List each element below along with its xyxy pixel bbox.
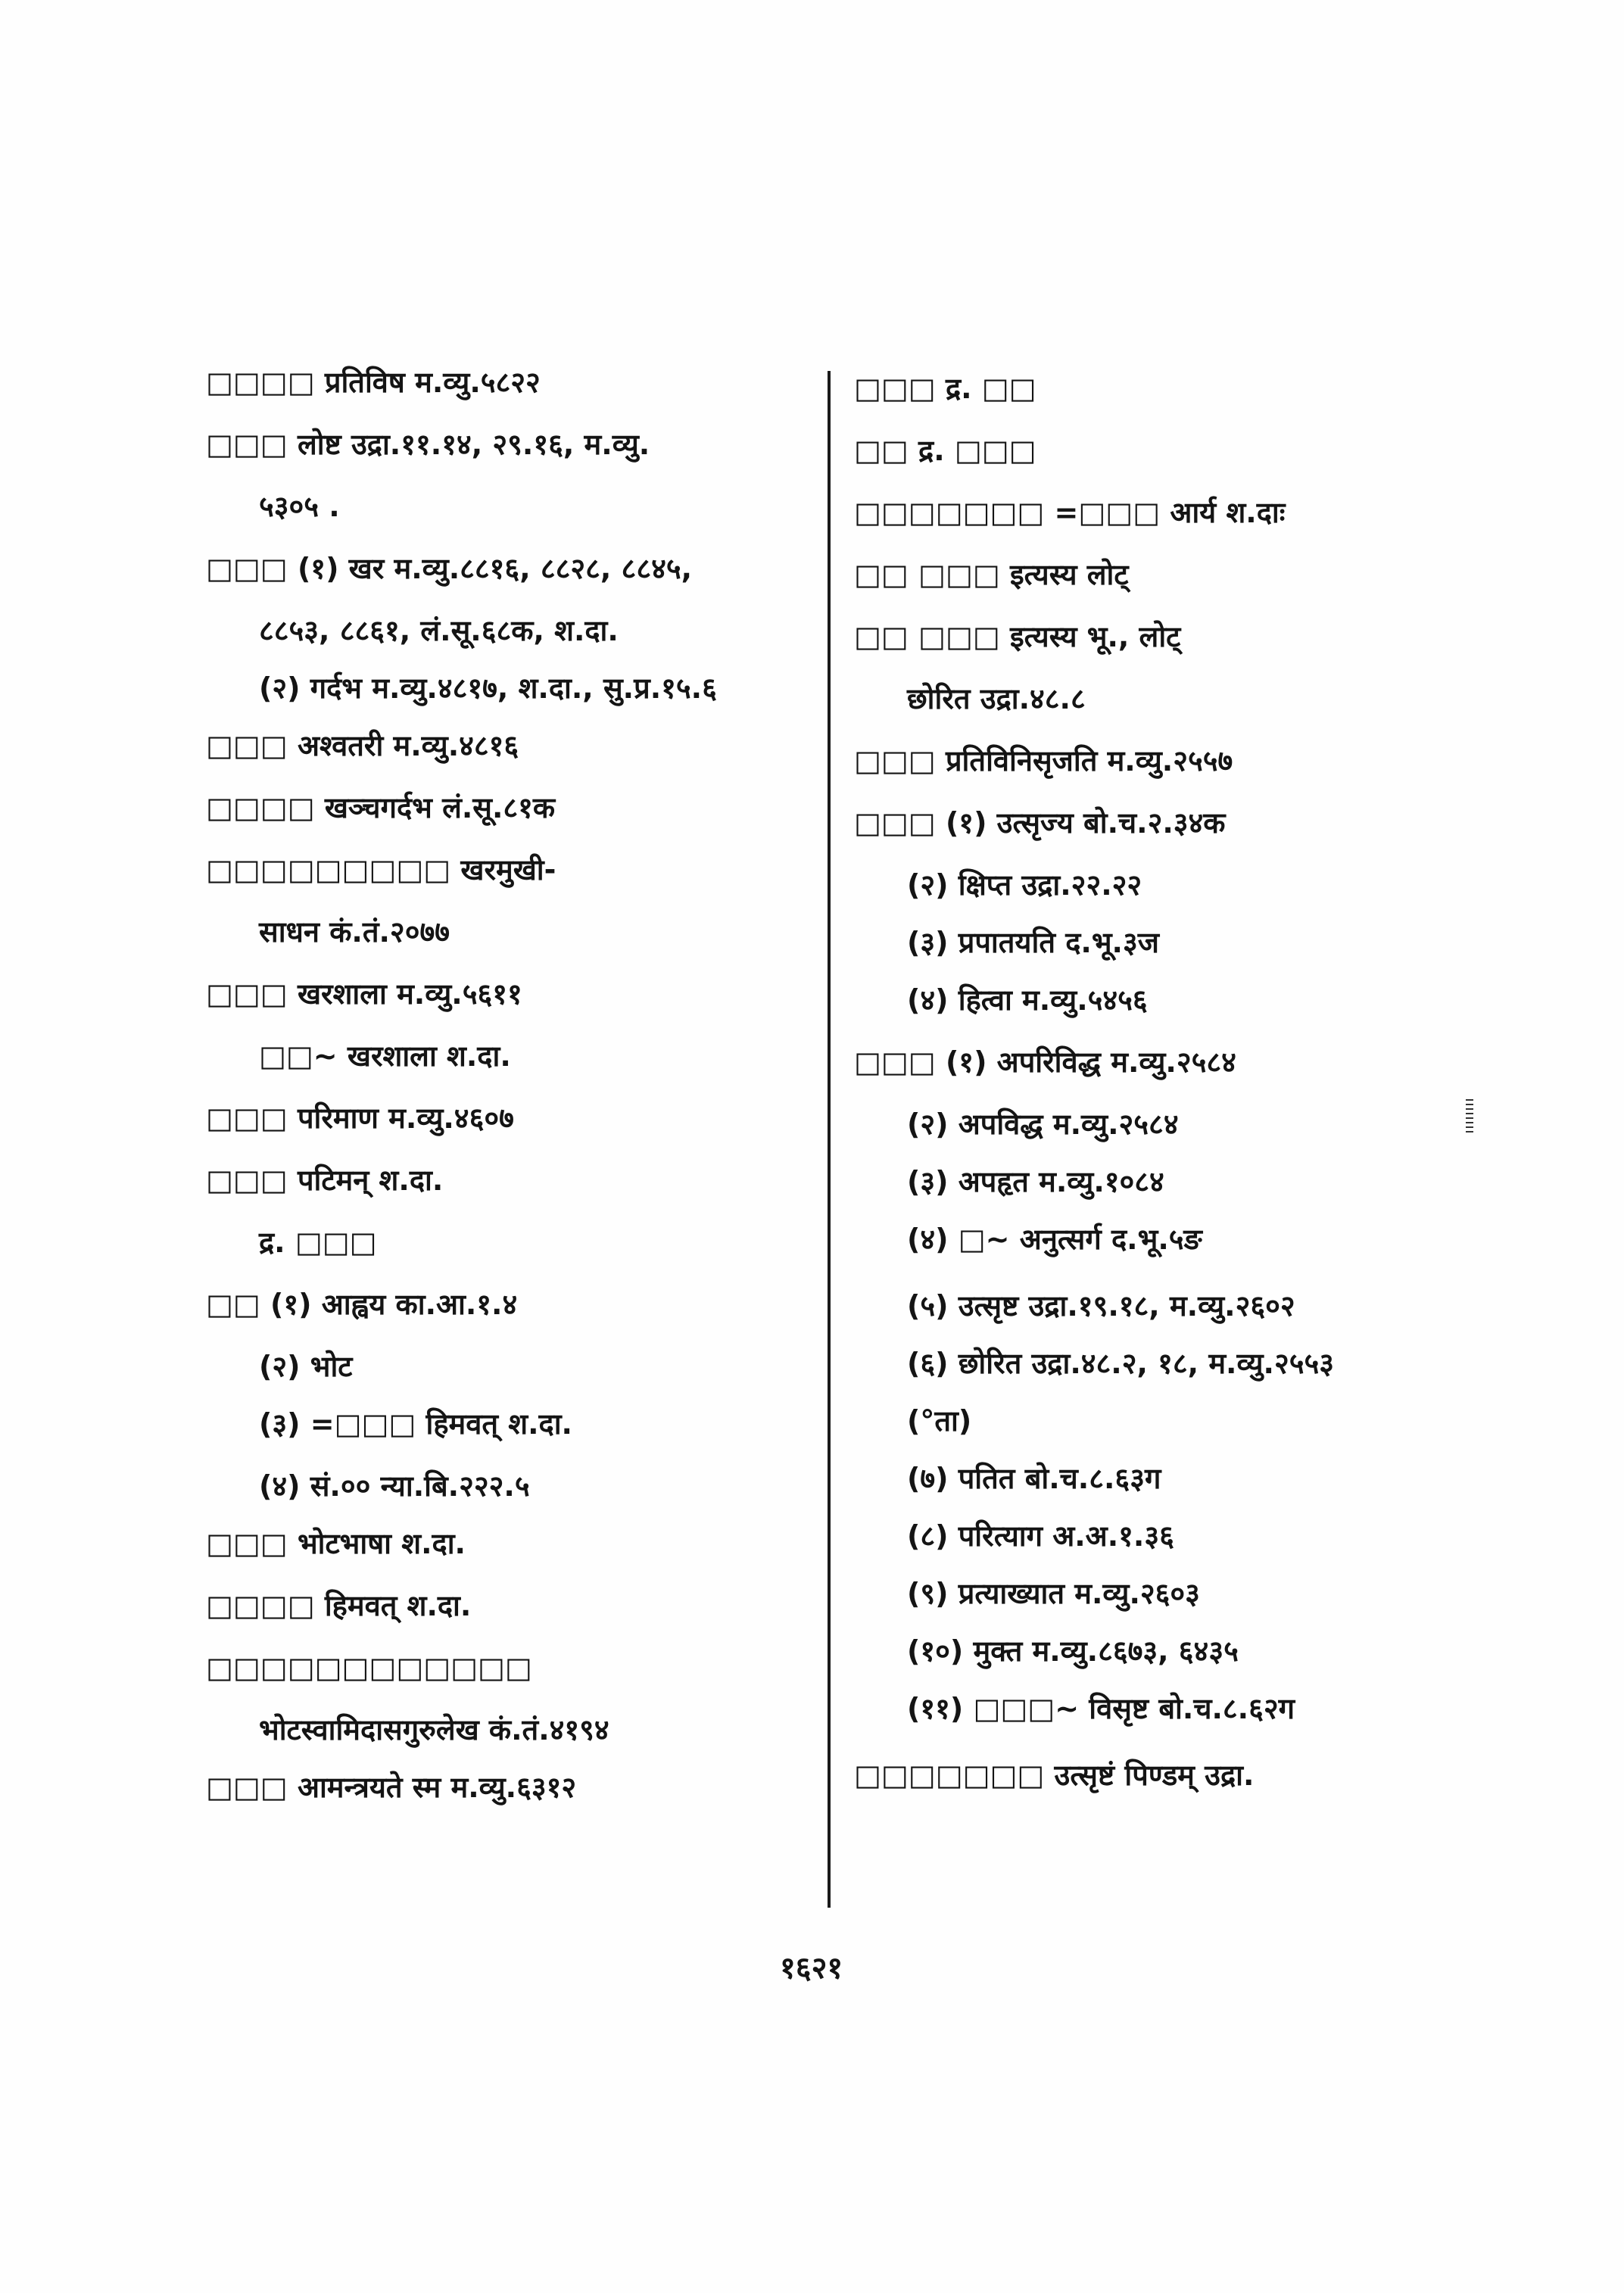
entry-line: छोरित उद्रा.४८.८ xyxy=(907,682,1086,715)
entry-line: □□□ परिमाण म.व्यु.४६०७ xyxy=(206,1101,514,1135)
entry-line: □□□□□□□ =□□□ आर्य श.दाः xyxy=(854,496,1286,529)
entry-line: (४) सं.०० न्या.बि.२२२.५ xyxy=(259,1469,530,1503)
entry-line: (३) =□□□ हिमवत् श.दा. xyxy=(259,1407,572,1441)
column-divider xyxy=(828,371,831,1908)
entry-line: भोटस्वामिदासगुरुलेख कं.तं.४१९४ xyxy=(259,1713,609,1746)
entry-line: (४) □~ अनुत्सर्ग द.भू.५ङ xyxy=(907,1223,1202,1256)
entry-line: □□~ खरशाला श.दा. xyxy=(259,1039,511,1073)
entry-line: □□□ आमन्त्रयते स्म म.व्यु.६३१२ xyxy=(206,1771,577,1804)
entry-line: (°ता) xyxy=(907,1404,972,1438)
entry-line: (३) प्रपातयति द.भू.३ज xyxy=(907,926,1159,959)
entry-line: (११) □□□~ विसृष्ट बो.च.८.६२ग xyxy=(907,1692,1295,1725)
entry-line: □□□ अश्वतरी म.व्यु.४८१६ xyxy=(206,729,519,762)
entry-line: (२) गर्दभ म.व्यु.४८१७, श.दा., सु.प्र.१५.६ xyxy=(259,671,717,705)
entry-line: □□□□□□□ उत्सृष्टं पिण्डम् उद्रा. xyxy=(854,1759,1255,1792)
entry-line: □□□□ प्रतिविष म.व्यु.५८२२ xyxy=(206,366,541,399)
entry-line: □□ □□□ इत्यस्य भू., लोट् xyxy=(854,620,1181,653)
entry-line: (२) अपविद्ध म.व्यु.२५८४ xyxy=(907,1108,1179,1141)
entry-line: द्र. □□□ xyxy=(259,1226,377,1259)
page-number: १६२१ xyxy=(780,1951,843,1986)
entry-line: □□□ खरशाला म.व्यु.५६११ xyxy=(206,977,522,1011)
entry-line: □□□ (१) अपरिविद्ध म.व्यु.२५८४ xyxy=(854,1045,1236,1079)
entry-line: □□□ भोटभाषा श.दा. xyxy=(206,1527,466,1560)
entry-line: (७) पतित बो.च.८.६३ग xyxy=(907,1462,1161,1495)
entry-line: (२) भोट xyxy=(259,1350,353,1383)
entry-line: □□□ (१) खर म.व्यु.८८१६, ८८२८, ८८४५, xyxy=(206,552,693,585)
entry-line: □□□□□□□□□ खरमुखी- xyxy=(206,853,556,886)
entry-line: (८) परित्याग अ.अ.१.३६ xyxy=(907,1519,1174,1553)
entry-line: (६) छोरित उद्रा.४८.२, १८, म.व्यु.२५५३ xyxy=(907,1347,1334,1380)
entry-line: □□ (१) आह्वय का.आ.१.४ xyxy=(206,1288,518,1321)
entry-line: □□□ प्रतिविनिसृजति म.व्यु.२५५७ xyxy=(854,744,1233,777)
entry-line: ५३०५ . xyxy=(259,490,340,523)
entry-line: साधन कं.तं.२०७७ xyxy=(259,915,450,949)
entry-line: □□□ द्र. □□ xyxy=(854,372,1036,405)
entry-line: (९) प्रत्याख्यात म.व्यु.२६०३ xyxy=(907,1577,1200,1610)
entry-line: □□□□□□□□□□□□ xyxy=(206,1651,532,1684)
entry-line: □□□□ हिमवत् श.दा. xyxy=(206,1589,472,1622)
entry-line: ८८५३, ८८६१, लं.सू.६८क, श.दा. xyxy=(259,614,619,647)
entry-line: (२) क्षिप्त उद्रा.२२.२२ xyxy=(907,868,1142,902)
entry-line: (४) हित्वा म.व्यु.५४५६ xyxy=(907,983,1148,1017)
margin-mark xyxy=(1466,1099,1473,1136)
entry-line: □□ द्र. □□□ xyxy=(854,434,1036,467)
entry-line: (१०) मुक्त म.व्यु.८६७३, ६४३५ xyxy=(907,1634,1239,1668)
entry-line: □□□ (१) उत्सृज्य बो.च.२.३४क xyxy=(854,806,1226,840)
entry-line: □□□ पटिमन् श.दा. xyxy=(206,1164,444,1197)
entry-line: (५) उत्सृष्ट उद्रा.१९.१८, म.व्यु.२६०२ xyxy=(907,1289,1295,1323)
entry-line: □□ □□□ इत्यस्य लोट् xyxy=(854,558,1129,591)
entry-line: (३) अपहृत म.व्यु.१०८४ xyxy=(907,1165,1164,1198)
entry-line: □□□ लोष्ट उद्रा.११.१४, २९.१६, म.व्यु. xyxy=(206,428,650,461)
entry-line: □□□□ खञ्चगर्दभ लं.सू.८१क xyxy=(206,791,556,824)
